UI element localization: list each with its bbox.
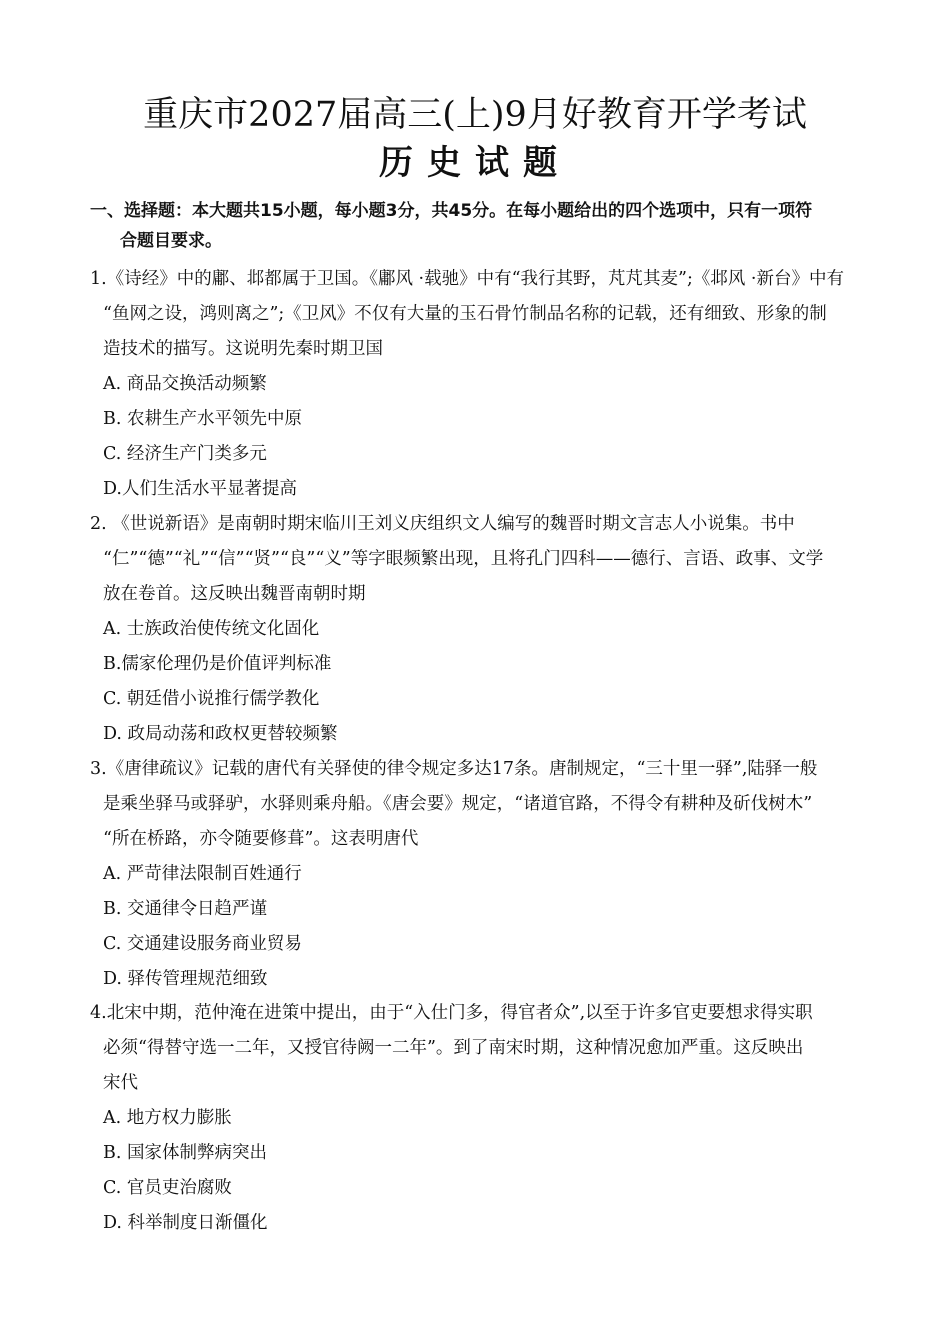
- question-stem-line: 4.北宋中期，范仲淹在进策中提出，由于“入仕门多，得官者众”,以至于许多官吏要想求得实职: [90, 1003, 813, 1023]
- section-instruction-line1: 一、选择题：本大题共15小题，每小题3分，共45分。在每小题给出的四个选项中，只有一项符: [90, 201, 813, 221]
- question-stem-line: 3.《唐律疏议》记载的唐代有关驿使的律令规定多达17条。唐制规定，“三十里一驿”,陆驿一般: [90, 759, 818, 779]
- option-b: B. 国家体制弊病突出: [103, 1143, 267, 1163]
- section-instruction-line2: 合题目要求。: [120, 231, 222, 251]
- option-d: D. 驿传管理规范细致: [103, 969, 268, 989]
- question-stem-line: 放在卷首。这反映出魏晋南朝时期: [103, 584, 366, 604]
- question-stem-line: “鱼网之设，鸿则离之”;《卫风》不仅有大量的玉石骨竹制品名称的记载，还有细致、形象的制: [103, 304, 827, 324]
- question-1: [90, 262, 890, 507]
- option-b: B. 交通律令日趋严谨: [103, 899, 267, 919]
- question-stem-line: 1.《诗经》中的鄘、邶都属于卫国。《鄘风 ·载驰》中有“我行其野，芃芃其麦”;《邶风 ·新台》中有: [90, 269, 844, 289]
- question-stem-line: “所在桥路，亦令随要修葺”。这表明唐代: [103, 829, 419, 849]
- question-stem-line: 2. 《世说新语》是南朝时期宋临川王刘义庆组织文人编写的魏晋时期文言志人小说集。书中: [90, 514, 795, 534]
- option-d: D. 科举制度日渐僵化: [103, 1213, 268, 1233]
- page-subtitle: 历史试题: [379, 143, 571, 183]
- option-b: B. 农耕生产水平领先中原: [103, 409, 302, 429]
- option-d: D.人们生活水平显著提高: [103, 479, 297, 499]
- question-2: [90, 507, 890, 752]
- question-stem-line: 是乘坐驿马或驿驴，水驿则乘舟船。《唐会要》规定，“诸道官路，不得令有耕种及斫伐树木”: [103, 794, 813, 814]
- section-heading: [90, 196, 890, 256]
- question-stem-line: 造技术的描写。这说明先秦时期卫国: [103, 339, 383, 359]
- option-a: A. 士族政治使传统文化固化: [103, 619, 320, 639]
- question-stem-line: 宋代: [103, 1073, 138, 1093]
- question-4: [90, 996, 890, 1241]
- option-c: C. 朝廷借小说推行儒学教化: [103, 689, 320, 709]
- page-title: 重庆市2027届高三(上)9月好教育开学考试: [143, 95, 807, 135]
- option-c: C. 经济生产门类多元: [103, 444, 267, 464]
- question-3: [90, 752, 890, 997]
- question-stem-line: “仁”“德”“礼”“信”“贤”“良”“义”等字眼频繁出现，且将孔门四科——德行、言语、政事、文学: [103, 549, 824, 569]
- option-a: A. 地方权力膨胀: [103, 1108, 232, 1128]
- option-b: B.儒家伦理仍是价值评判标准: [103, 654, 332, 674]
- option-a: A. 严苛律法限制百姓通行: [103, 864, 302, 884]
- option-c: C. 交通建设服务商业贸易: [103, 934, 302, 954]
- option-c: C. 官员吏治腐败: [103, 1178, 232, 1198]
- question-stem-line: 必须“得替守选一二年，又授官待阙一二年”。到了南宋时期，这种情况愈加严重。这反映出: [103, 1038, 804, 1058]
- option-a: A. 商品交换活动频繁: [103, 374, 267, 394]
- option-d: D. 政局动荡和政权更替较频繁: [103, 724, 338, 744]
